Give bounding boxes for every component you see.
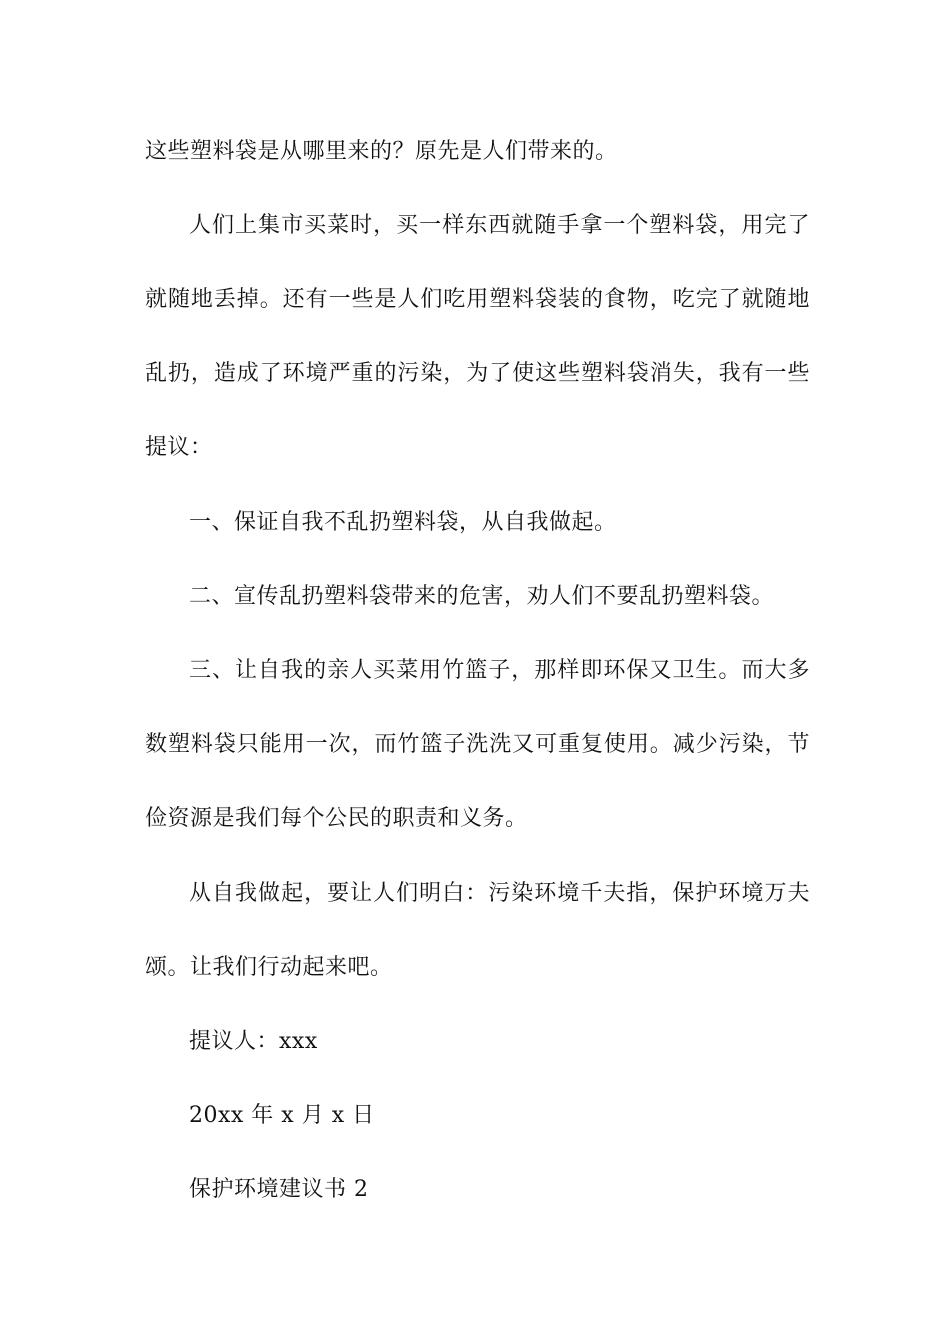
list-item: 二、宣传乱扔塑料袋带来的危害，劝人们不要乱扔塑料袋。 [189, 584, 775, 609]
document-date: 20xx 年 x 月 x 日 [189, 1103, 375, 1128]
paragraph-line: 这些塑料袋是从哪里来的？原先是人们带来的。 [145, 139, 618, 164]
paragraph-line: 从自我做起，要让人们明白：污染环境千夫指，保护环境万夫 [189, 881, 810, 906]
paragraph-line: 提议： [145, 435, 213, 460]
section-title: 保护环境建议书 2 [189, 1177, 369, 1202]
paragraph-line: 数塑料袋只能用一次，而竹篮子洗洗又可重复使用。减少污染，节 [145, 732, 810, 757]
paragraph-line: 乱扔，造成了环境严重的污染，为了使这些塑料袋消失，我有一些 [145, 361, 810, 386]
list-item: 一、保证自我不乱扔塑料袋，从自我做起。 [189, 510, 617, 535]
list-item: 三、让自我的亲人买菜用竹篮子，那样即环保又卫生。而大多 [189, 658, 810, 683]
paragraph-line: 就随地丢掉。还有一些是人们吃用塑料袋装的食物，吃完了就随地 [145, 287, 810, 312]
paragraph-line: 颂。让我们行动起来吧。 [145, 955, 393, 980]
proposer-signature: 提议人：xxx [189, 1029, 318, 1054]
paragraph-line: 俭资源是我们每个公民的职责和义务。 [145, 806, 528, 831]
paragraph-line: 人们上集市买菜时，买一样东西就随手拿一个塑料袋，用完了 [189, 213, 810, 238]
